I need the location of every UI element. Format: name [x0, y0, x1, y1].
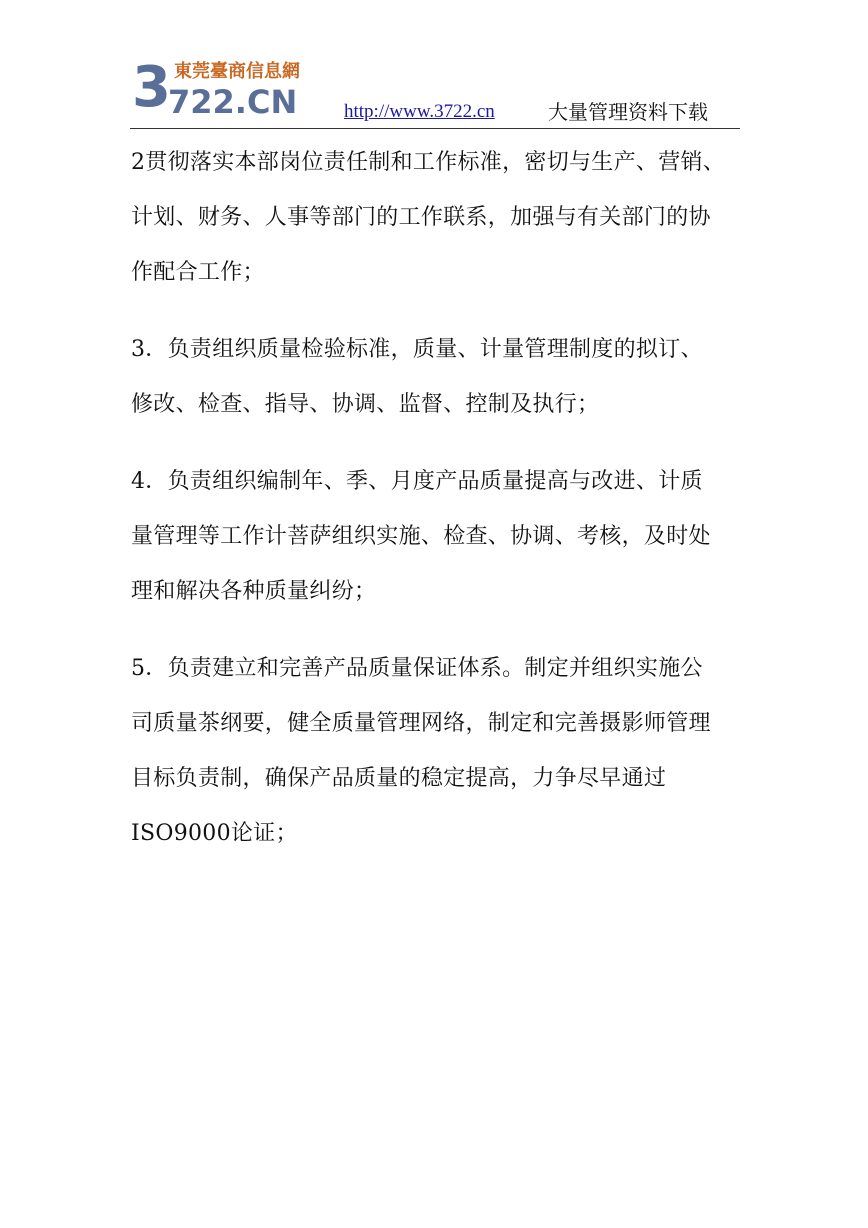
header-slogan: 大量管理资料下载 — [548, 100, 708, 124]
logo-chinese-name: 東莞臺商信息網 — [174, 61, 300, 82]
page-header — [130, 56, 740, 129]
logo-domain-text: 722.CN — [168, 83, 298, 121]
paragraph-3: 3．负责组织质量检验标准，质量、计量管理制度的拟订、 修改、检查、指导、协调、监督、控制及执行； — [131, 337, 703, 417]
site-url-link[interactable]: http://www.3722.cn — [344, 101, 495, 122]
site-logo — [130, 56, 310, 124]
paragraph-5: 5．负责建立和完善产品质量保证体系。制定并组织实施公 司质量茶纲要，健全质量管理网络，制定和完善摄影师管理 目标负责制，确保产品质量的稳定提高，力争尽早通过 ISO9000论证； — [131, 656, 711, 846]
logo-digit: 3 — [132, 55, 169, 120]
paragraph-2: 2贯彻落实本部岗位责任制和工作标准，密切与生产、营销、 计划、财务、人事等部门的工作联系，加强与有关部门的协 作配合工作； — [131, 150, 726, 285]
paragraph-4: 4．负责组织编制年、季、月度产品质量提高与改进、计质 量管理等工作计菩萨组织实施、检查、协调、考核，及时处 理和解决各种质量纠纷； — [131, 469, 711, 604]
document-body — [131, 135, 743, 861]
